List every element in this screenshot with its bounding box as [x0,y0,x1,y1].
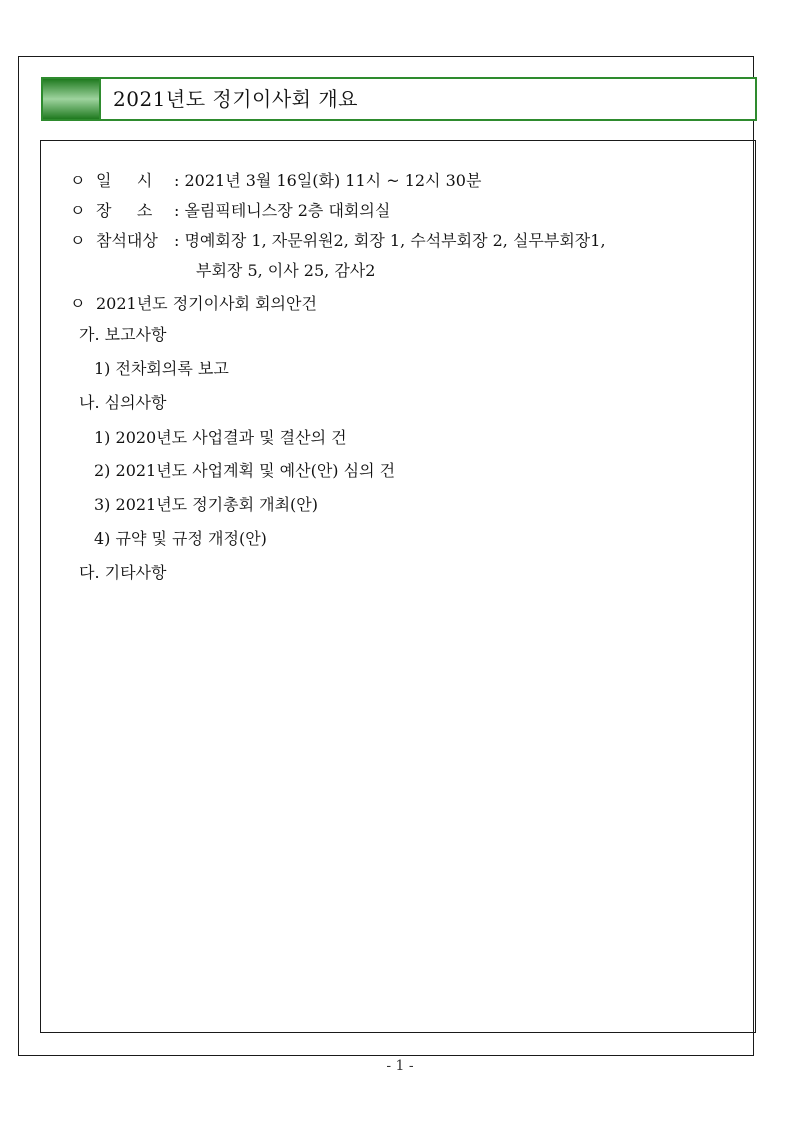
list-item: 3) 2021년도 정기총회 개최(안) [94,495,318,514]
attendees-value-continued: 부회장 5, 이사 25, 감사2 [196,261,376,280]
info-date-row [70,171,481,191]
content-box [40,140,756,1033]
list-item: 2) 2021년도 사업계획 및 예산(안) 심의 건 [94,461,396,480]
section-heading-other: 다. 기타사항 [79,563,167,582]
page-number: - 1 - [386,1058,414,1074]
title-bar [41,77,757,121]
bullet-icon: ㅇ [70,171,86,190]
list-item: 4) 규약 및 규정 개정(안) [94,529,267,548]
agenda-title-row [70,294,317,314]
title-accent-swatch [43,79,101,119]
place-value: : 올림픽테니스장 2층 대회의실 [174,201,391,220]
section-heading-report: 가. 보고사항 [79,325,167,344]
date-value: : 2021년 3월 16일(화) 11시 ~ 12시 30분 [174,171,482,190]
bullet-icon: ㅇ [70,201,86,220]
section-heading-deliberation: 나. 심의사항 [79,393,167,412]
bullet-icon: ㅇ [70,294,86,313]
bullet-icon: ㅇ [70,231,86,250]
date-label: 일 시 [96,171,153,190]
info-place-row [70,201,390,221]
info-attendees-row [70,231,606,251]
attendees-label: 참석대상 [96,231,158,250]
page-title: 2021년도 정기이사회 개요 [113,87,358,111]
list-item: 1) 전차회의록 보고 [94,359,229,378]
list-item: 1) 2020년도 사업결과 및 결산의 건 [94,428,347,447]
place-label: 장 소 [96,201,153,220]
agenda-title: 2021년도 정기이사회 회의안건 [96,294,317,313]
attendees-value: : 명예회장 1, 자문위원2, 회장 1, 수석부회장 2, 실무부회장1, [174,231,606,250]
